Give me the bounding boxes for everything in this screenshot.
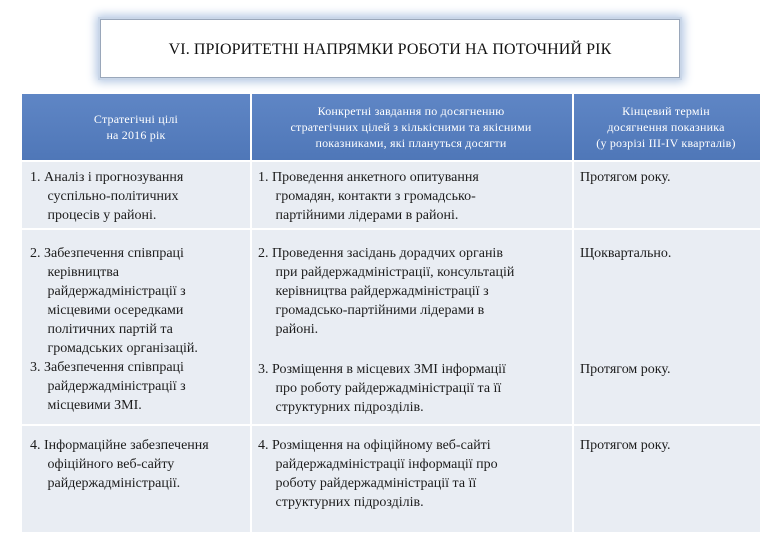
- row-divider: [22, 228, 760, 230]
- row-divider: [22, 160, 760, 162]
- priorities-table: [22, 94, 760, 532]
- column-divider: [572, 160, 574, 532]
- table-header-row: [22, 94, 760, 160]
- header-deadline: [572, 94, 760, 160]
- header-strategic-goals-text: Стратегічні цілі на 2016 рік: [93, 112, 179, 142]
- header-strategic-goals: [22, 94, 250, 160]
- header-divider: [250, 94, 252, 160]
- title-box: [100, 19, 680, 78]
- row-3-deadline: Протягом року.: [580, 362, 671, 377]
- row-4-task: 4. Розміщення на офіційному веб-сайті райдержадміністрації інформації про роботу райдержадміністрації та її структурних підрозділів.: [258, 438, 498, 510]
- row-4-goal: 4. Інформаційне забезпечення офіційного веб-сайту райдержадміністрації.: [30, 438, 209, 491]
- header-specific-tasks-text: Конкретні завдання по досягненню стратегічних цілей з кількісними та якісними показниками, які плануться досягти: [290, 104, 532, 150]
- row-1-goal: 1. Аналіз і прогнозування суспільно-політичних процесів у районі.: [30, 170, 184, 223]
- row-2-goal: 2. Забезпечення співпраці керівництва райдержадміністрації з місцевими осередками політичних партій та громадських організацій. 3. Забезпечення співпраці райдержадміністрації з місцевими ЗМІ.: [30, 246, 198, 413]
- row-2-task: 2. Проведення засідань дорадчих органів при райдержадміністрації, консультацій керівництва райдержадміністрації з громадсько-партійними лідерами в районі.: [258, 246, 515, 337]
- header-specific-tasks: [250, 94, 572, 160]
- header-deadline-text: Кінцевий термін досягнення показника (у розрізі ІІІ-ІV кварталів): [596, 104, 736, 150]
- row-1-task: 1. Проведення анкетного опитування громадян, контакти з громадсько- партійними лідерами в районі.: [258, 170, 479, 223]
- row-3-task: 3. Розміщення в місцевих ЗМІ інформації про роботу райдержадміністрації та її структурних підрозділів.: [258, 362, 506, 415]
- row-1-deadline: Протягом року.: [580, 170, 671, 185]
- column-divider: [250, 160, 252, 532]
- row-4-deadline: Протягом року.: [580, 438, 671, 453]
- page-title: VI. ПРІОРИТЕТНІ НАПРЯМКИ РОБОТИ НА ПОТОЧНИЙ РІК: [168, 40, 612, 58]
- row-2-deadline: Щоквартально.: [580, 246, 672, 261]
- row-divider: [22, 424, 760, 426]
- header-divider: [572, 94, 574, 160]
